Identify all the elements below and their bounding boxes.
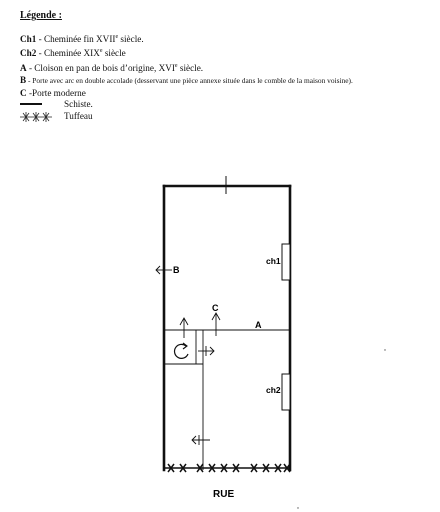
legend-code: A [20, 62, 27, 73]
label-c: C [212, 303, 219, 313]
door-c-arrow-icon [212, 313, 220, 336]
speck [297, 507, 298, 508]
chimney-ch1 [282, 244, 290, 280]
legend-text-after: siècle. [118, 34, 144, 45]
up-arrow-icon [180, 318, 188, 338]
left-arrow-icon [192, 435, 210, 445]
label-ch2: ch2 [266, 385, 281, 395]
label-rue: RUE [213, 489, 235, 500]
legend-code: C [20, 88, 27, 98]
schiste-walls [164, 186, 290, 470]
tuffeau-wall [164, 464, 290, 472]
legend-text-after: siècle. [177, 62, 204, 73]
right-arrow-icon [198, 346, 214, 356]
label-a: A [255, 320, 262, 330]
legend-sup: e [174, 62, 178, 69]
legend-title: Légende : [20, 10, 62, 21]
legend-text: - Cloison en pan de bois d’origine, XVI [26, 62, 175, 73]
legend-text: - Cheminée fin XVII [36, 34, 116, 45]
legend-sup: e [115, 34, 119, 40]
inner-walls [164, 330, 203, 470]
legend-code: B [20, 74, 27, 85]
label-ch1: ch1 [266, 256, 281, 266]
legend-text: - Cheminée XIX [36, 48, 100, 59]
spiral-stair-icon [175, 343, 188, 358]
legend-text-after: siècle [102, 48, 126, 59]
legend-code: Ch1 [20, 34, 37, 45]
label-b: B [173, 265, 180, 275]
legend-sup: e [99, 48, 103, 55]
legend-code: Ch2 [20, 48, 37, 59]
schiste-label: Schiste. [64, 99, 93, 110]
chimney-ch2 [282, 374, 290, 410]
legend-text: - Porte avec arc en double accolade (desservant une pièce annexe située dans le comble de la maison voisine). [26, 75, 353, 85]
tuffeau-label: Tuffeau [64, 111, 93, 122]
speck [384, 349, 385, 350]
legend-text: -Porte moderne [26, 88, 86, 98]
